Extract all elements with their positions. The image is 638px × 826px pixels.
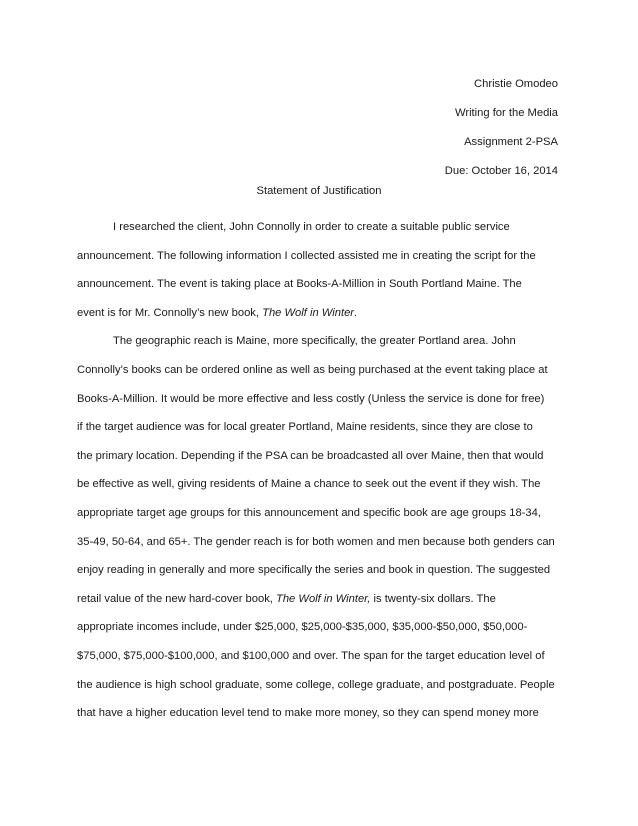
paragraph-2-line-1: The geographic reach is Maine, more specifically, the greater Portland area. John	[113, 335, 516, 348]
paragraph-2-line-6: be effective as well, giving residents of Maine a chance to seek out the event if they wish. The	[77, 478, 541, 491]
paragraph-1-line-4-text: event is for Mr. Connolly’s new book,	[77, 306, 263, 319]
paragraph-2-line-10-text: retail value of the new hard-cover book,	[77, 592, 276, 605]
paragraph-2-line-2: Connolly’s books can be ordered online as well as being purchased at the event taking place at	[77, 363, 548, 376]
paragraph-1-line-4	[77, 299, 561, 328]
author-name: Christie Omodeo	[474, 78, 558, 90]
paragraph-1-line-4-end: .	[354, 306, 358, 319]
book-title-italic-2: The Wolf in Winter,	[276, 592, 371, 605]
paragraph-2-line-7: appropriate target age groups for this announcement and specific book are age groups 18-34,	[77, 506, 541, 519]
paragraph-1-line-3: announcement. The event is taking place at Books-A-Million in South Portland Maine. The	[77, 278, 522, 291]
due-date: Due: October 16, 2014	[444, 165, 558, 177]
paragraph-2-line-5: the primary location. Depending if the PSA can be broadcasted all over Maine, then that would	[77, 449, 544, 462]
paragraph-2-line-11: appropriate incomes include, under $25,000, $25,000-$35,000, $35,000-$50,000, $50,000-	[77, 621, 528, 634]
course-name: Writing for the Media	[454, 107, 558, 119]
paragraph-2-line-4: if the target audience was for local greater Portland, Maine residents, since they are close to	[77, 421, 533, 434]
paragraph-2-line-12: $75,000, $75,000-$100,000, and $100,000 and over. The span for the target education level of	[77, 649, 545, 662]
paragraph-2-line-9: enjoy reading in generally and more specifically the series and book in question. The suggested	[77, 564, 551, 577]
header-block	[445, 70, 558, 186]
paragraph-1-line-2: announcement. The following information I collected assisted me in creating the script for the	[77, 249, 536, 262]
paragraph-2-line-13: the audience is high school graduate, some college, college graduate, and postgraduate. People	[77, 678, 555, 691]
body-text	[77, 213, 561, 728]
paragraph-2-line-8: 35-49, 50-64, and 65+. The gender reach is for both women and men because both genders can	[77, 535, 555, 548]
paragraph-2-line-14: that have a higher education level tend to make more money, so they can spend money more	[77, 707, 539, 720]
paragraph-2-line-10	[77, 585, 561, 614]
book-title-italic: The Wolf in Winter	[262, 306, 355, 319]
paragraph-2-line-3: Books-A-Million. It would be more effective and less costly (Unless the service is done for free)	[77, 392, 545, 405]
paragraph-1-line-1: I researched the client, John Connolly in order to create a suitable public service	[113, 221, 510, 233]
paragraph-2-line-10-end: is twenty-six dollars. The	[370, 592, 496, 605]
document-title: Statement of Justification	[256, 185, 382, 197]
assignment-name: Assignment 2-PSA	[464, 136, 558, 148]
